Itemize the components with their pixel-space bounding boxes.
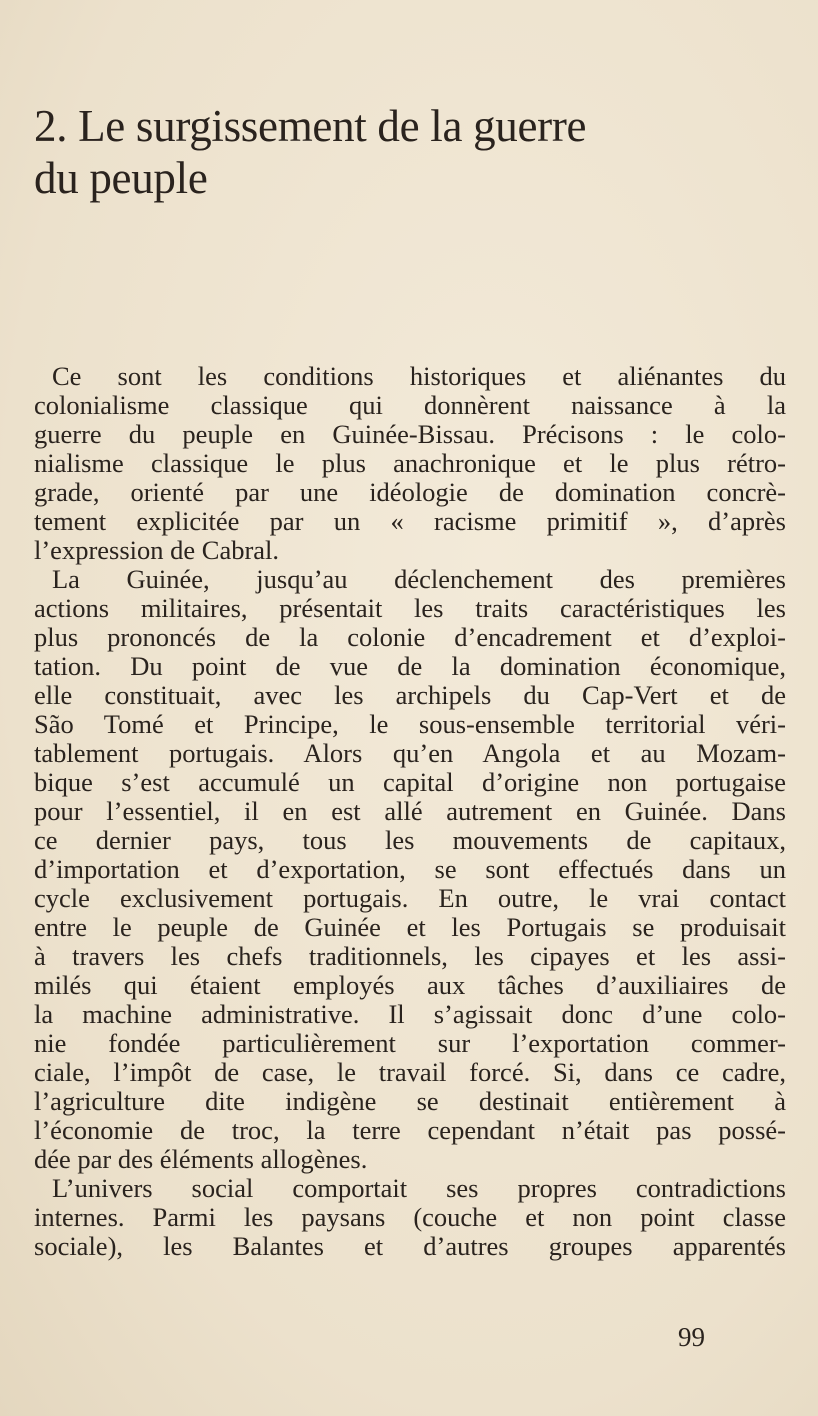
text-line: Ce sont les conditions historiques et aliénantes du [52,361,786,391]
paragraph [34,565,786,1174]
text-line: tation. Du point de vue de la domination économique, [34,651,786,681]
text-line: ciale, l’impôt de case, le travail forcé. Si, dans ce cadre, [34,1057,786,1087]
text-line: L’univers social comportait ses propres contradictions [52,1173,786,1203]
text-line: internes. Parmi les paysans (couche et non point classe [34,1202,786,1232]
chapter-title-line: du peuple [34,153,208,203]
text-line: plus prononcés de la colonie d’encadrement et d’exploi- [34,622,786,652]
text-line: tement explicitée par un « racisme primitif », d’après [34,506,786,536]
text-line: dée par des éléments allogènes. [34,1144,368,1174]
body-text [34,362,786,1261]
text-line: São Tomé et Principe, le sous-ensemble territorial véri- [34,709,786,739]
paragraph [34,1174,786,1261]
text-line: pour l’essentiel, il en est allé autrement en Guinée. Dans [34,796,786,826]
text-line: la machine administrative. Il s’agissait donc d’une colo- [34,999,786,1029]
page-number: 99 [678,1322,705,1352]
text-line: elle constituait, avec les archipels du Cap-Vert et de [34,680,786,710]
text-line: sociale), les Balantes et d’autres groupes apparentés [34,1231,786,1261]
chapter-title-line: 2. Le surgissement de la guerre [34,101,587,151]
text-line: guerre du peuple en Guinée-Bissau. Précisons : le colo- [34,419,786,449]
paragraph [34,362,786,565]
text-line: l’économie de troc, la terre cependant n’était pas possé- [34,1115,786,1145]
text-line: nie fondée particulièrement sur l’exportation commer- [34,1028,786,1058]
text-line: colonialisme classique qui donnèrent naissance à la [34,390,786,420]
text-line: bique s’est accumulé un capital d’origine non portugaise [34,767,786,797]
text-line: grade, orienté par une idéologie de domination concrè- [34,477,786,507]
text-line: tablement portugais. Alors qu’en Angola et au Mozam- [34,738,786,768]
text-line: entre le peuple de Guinée et les Portugais se produisait [34,912,786,942]
text-line: cycle exclusivement portugais. En outre, le vrai contact [34,883,786,913]
text-line: ce dernier pays, tous les mouvements de capitaux, [34,825,786,855]
text-line: à travers les chefs traditionnels, les cipayes et les assi- [34,941,786,971]
chapter-title [34,100,586,204]
text-line: actions militaires, présentait les traits caractéristiques les [34,593,786,623]
text-line: nialisme classique le plus anachronique et le plus rétro- [34,448,786,478]
text-line: milés qui étaient employés aux tâches d’auxiliaires de [34,970,786,1000]
text-line: l’agriculture dite indigène se destinait entièrement à [34,1086,786,1116]
text-line: d’importation et d’exportation, se sont effectués dans un [34,854,786,884]
text-line: l’expression de Cabral. [34,535,280,565]
text-line: La Guinée, jusqu’au déclenchement des premières [52,564,786,594]
